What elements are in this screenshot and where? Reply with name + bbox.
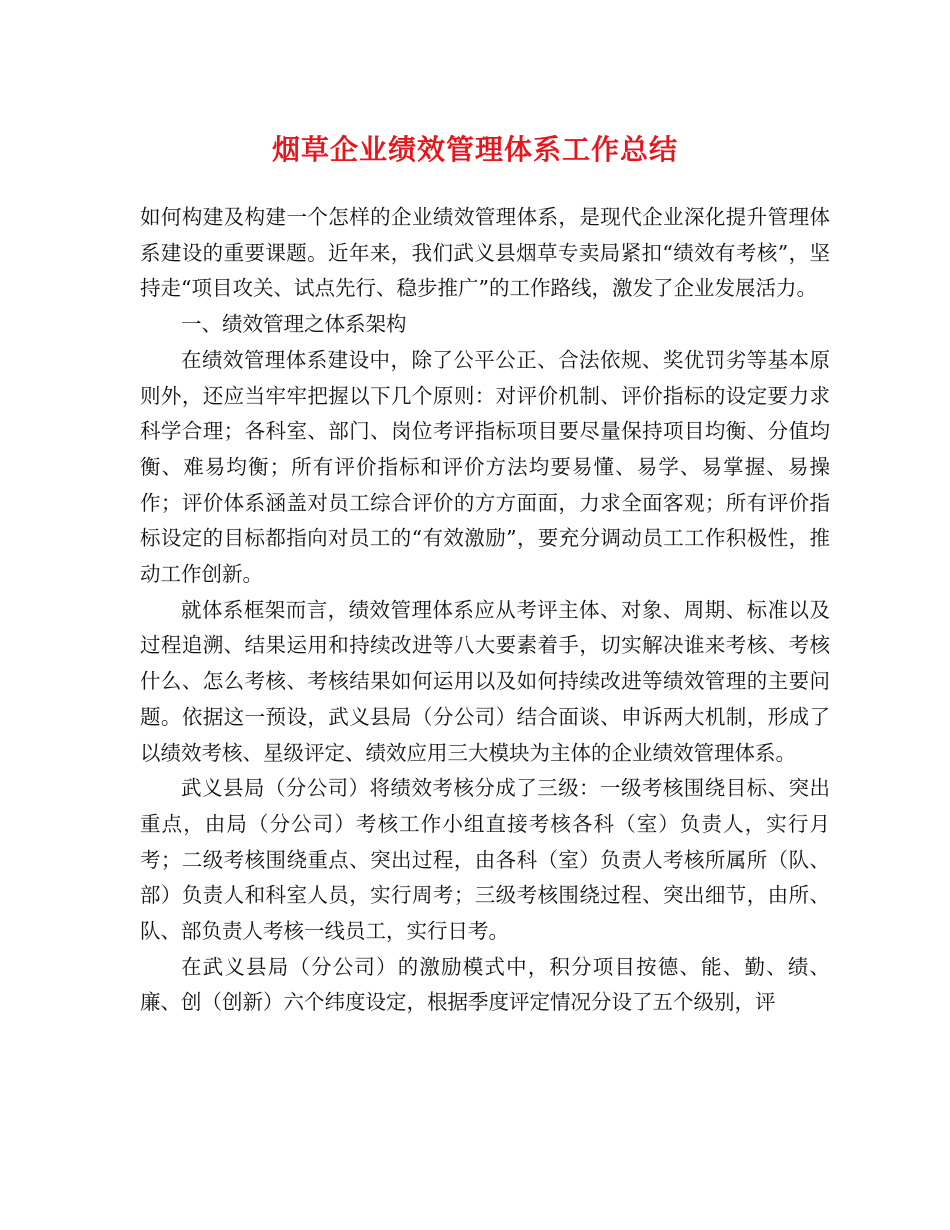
document-title: 烟草企业绩效管理体系工作总结	[271, 133, 678, 166]
section-heading: 一、绩效管理之体系架构	[181, 312, 407, 337]
paragraph: 就体系框架而言，绩效管理体系应从考评主体、对象、周期、标准以及过程追溯、结果运用和持续改进等八大要素着手，切实解决谁来考核、考核什么、怎么考核、考核结果如何运用以及如何持续改进等绩效管理的主要问题。依据这一预设，武义县局（分公司）结合面谈、申诉两大机制，形成了以绩效考核、星级评定、绩效应用三大模块为主体的企业绩效管理体系。	[140, 597, 830, 765]
paragraph: 武义县局（分公司）将绩效考核分成了三级：一级考核围绕目标、突出重点，由局（分公司）考核工作小组直接考核各科（室）负责人，实行月考；二级考核围绕重点、突出过程，由各科（室）负责人考核所属所（队、部）负责人和科室人员，实行周考；三级考核围绕过程、突出细节，由所、队、部负责人考核一线员工，实行日考。	[140, 776, 830, 944]
document-body	[140, 200, 830, 1021]
paragraph-intro: 如何构建及构建一个怎样的企业绩效管理体系，是现代企业深化提升管理体系建设的重要课题。近年来，我们武义县烟草专卖局紧扣“绩效有考核”，坚持走“项目攻关、试点先行、稳步推广”的工作路线，激发了企业发展活力。	[140, 205, 830, 301]
paragraph: 在绩效管理体系建设中，除了公平公正、合法依规、奖优罚劣等基本原则外，还应当牢牢把握以下几个原则：对评价机制、评价指标的设定要力求科学合理；各科室、部门、岗位考评指标项目要尽量保持项目均衡、分值均衡、难易均衡；所有评价指标和评价方法均要易懂、易学、易掌握、易操作；评价体系涵盖对员工综合评价的方方面面，力求全面客观；所有评价指标设定的目标都指向对员工的“有效激励”，要充分调动员工工作积极性，推动工作创新。	[140, 347, 830, 587]
paragraph: 在武义县局（分公司）的激励模式中，积分项目按德、能、勤、绩、廉、创（创新）六个纬度设定，根据季度评定情况分设了五个级别，评	[140, 954, 830, 1015]
